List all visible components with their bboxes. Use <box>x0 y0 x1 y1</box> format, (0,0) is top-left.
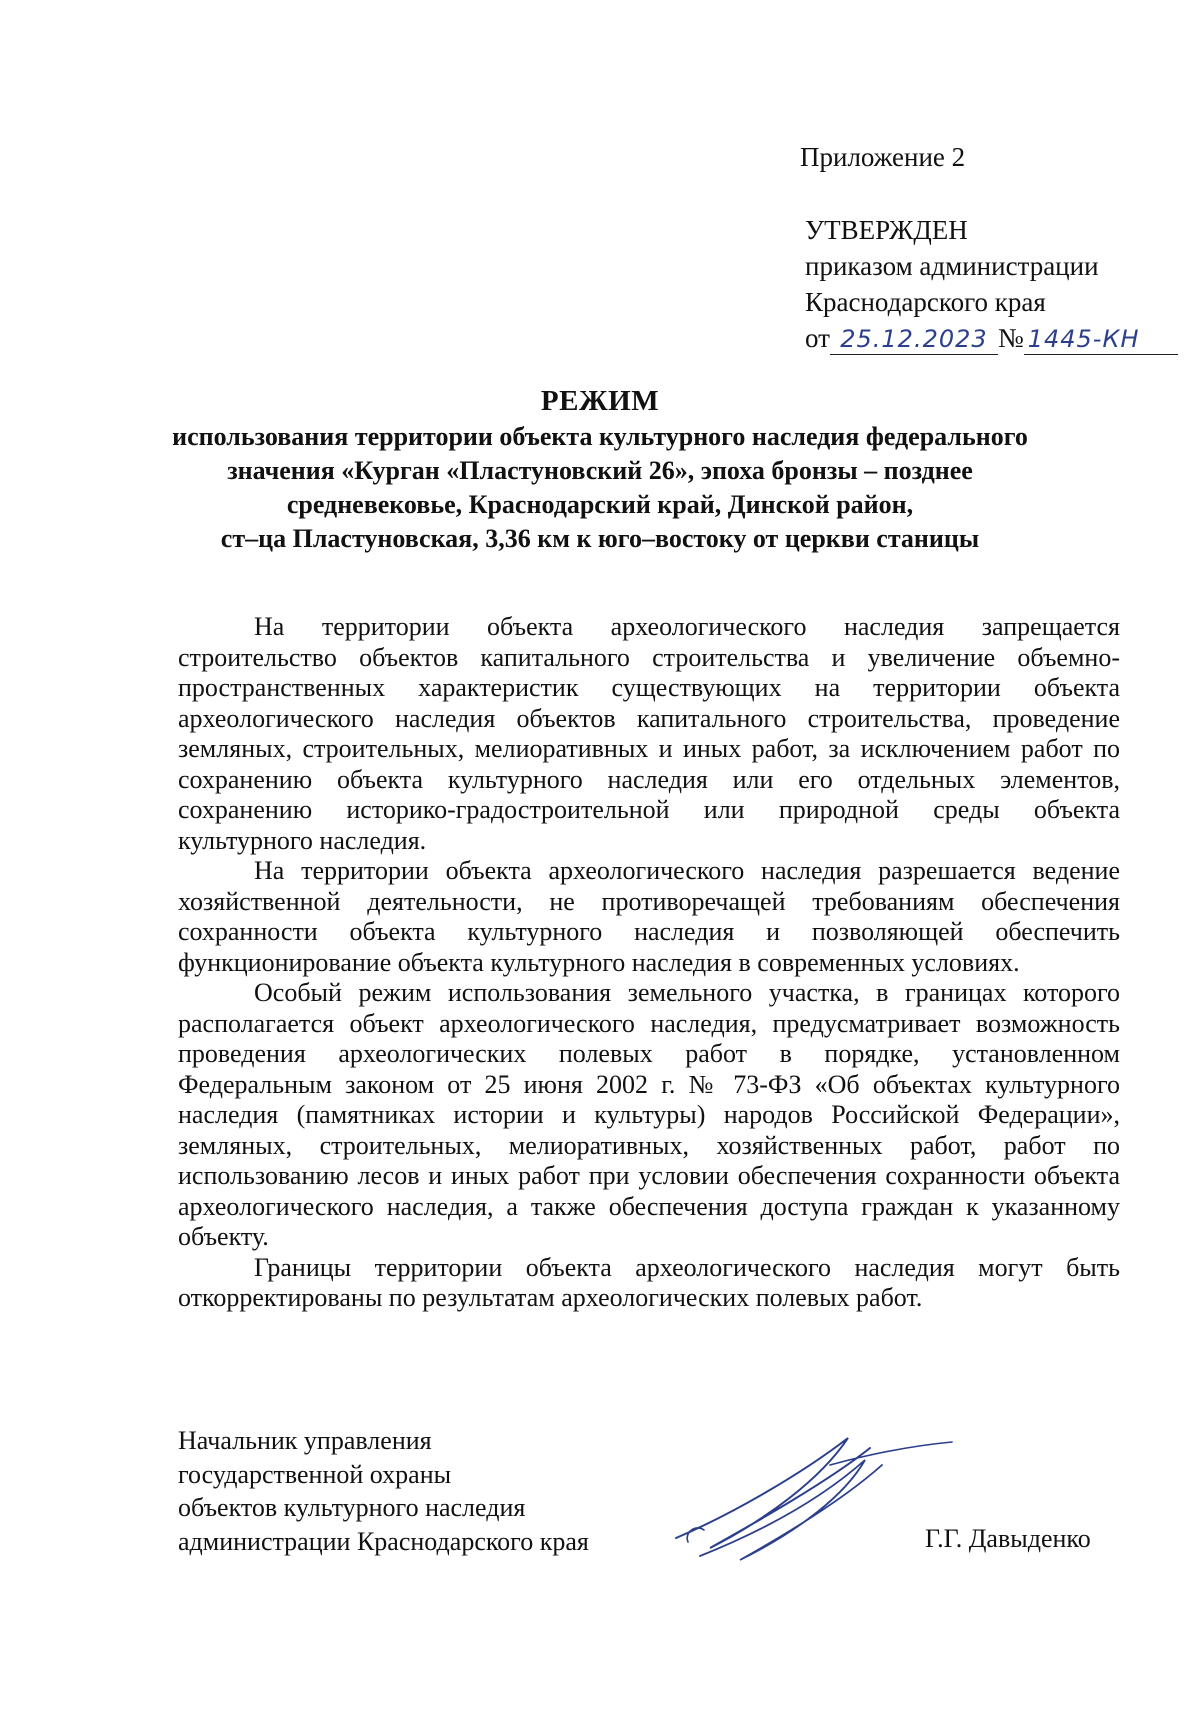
title-line-3: средневековье, Краснодарский край, Динской район, <box>286 490 914 519</box>
approved-by-line: приказом администрации <box>805 251 1099 281</box>
signer-position-line-2: государственной охраны <box>178 1459 452 1489</box>
title-line-4: ст–ца Пластуновская, 3,36 км к юго–востоку от церкви станицы <box>220 524 980 553</box>
approval-date-number-line <box>805 320 1178 356</box>
signer-position-line-1: Начальник управления <box>178 1426 432 1455</box>
handwritten-number: 1445-КН <box>1024 324 1178 355</box>
signer-position-line-4: администрации Краснодарского края <box>178 1526 589 1556</box>
title-line-2: значения «Курган «Пластуновский 26», эпоха бронзы – позднее <box>227 456 973 485</box>
document-title <box>150 382 1050 556</box>
body-paragraph-3: Особый режим использования земельного участка, в границах которого располагается объект археологического наследия, предусматривает возможность проведения археологических полевых работ в порядке, установленном Федеральным законом от 25 июня 2002 г. № 73-ФЗ «Об объектах культурного наследия (памятниках истории и культуры) народов Российской Федерации», земляных, строительных, мелиоративных, хозяйственных работ, работ по использованию лесов и иных работ при условии обеспечения сохранности объекта археологического наследия, а также обеспечения доступа граждан к указанному объекту. <box>178 978 1120 1251</box>
number-prefix: № <box>997 323 1024 353</box>
signer-position <box>178 1424 589 1558</box>
approved-region-line: Краснодарского края <box>805 287 1046 317</box>
appendix-label: Приложение 2 <box>800 142 966 172</box>
title-main: РЕЖИМ <box>540 385 660 417</box>
date-prefix: от <box>805 323 830 353</box>
handwritten-signature <box>670 1420 960 1570</box>
approval-stamp-block <box>805 212 1178 356</box>
title-line-1: использования территории объекта культурного наследия федерального <box>172 422 1028 451</box>
body-paragraph-4: Границы территории объекта археологического наследия могут быть откорректированы по результатам археологических полевых работ. <box>178 1252 1120 1312</box>
body-paragraph-2: На территории объекта археологического наследия разрешается ведение хозяйственной деятельности, не противоречащей требованиям обеспечения сохранности объекта культурного наследия и позволяющей обеспечить функционирование объекта культурного наследия в современных условиях. <box>178 856 1120 977</box>
handwritten-date: 25.12.2023 <box>830 324 998 355</box>
body-paragraph-1: На территории объекта археологического наследия запрещается строительство объектов капитального строительства и увеличение объемно-пространственных характеристик существующих на территории объекта археологического наследия объектов капитального строительства, проведение земляных, строительных, мелиоративных и иных работ, за исключением работ по сохранению объекта культурного наследия или его отдельных элементов, сохранению историко-градостроительной или природной среды объекта культурного наследия. <box>178 612 1120 855</box>
document-body <box>178 612 1120 1314</box>
signer-position-line-3: объектов культурного наследия <box>178 1493 526 1522</box>
signer-name: Г.Г. Давыденко <box>925 1524 1091 1553</box>
approved-heading: УТВЕРЖДЕН <box>805 215 968 245</box>
